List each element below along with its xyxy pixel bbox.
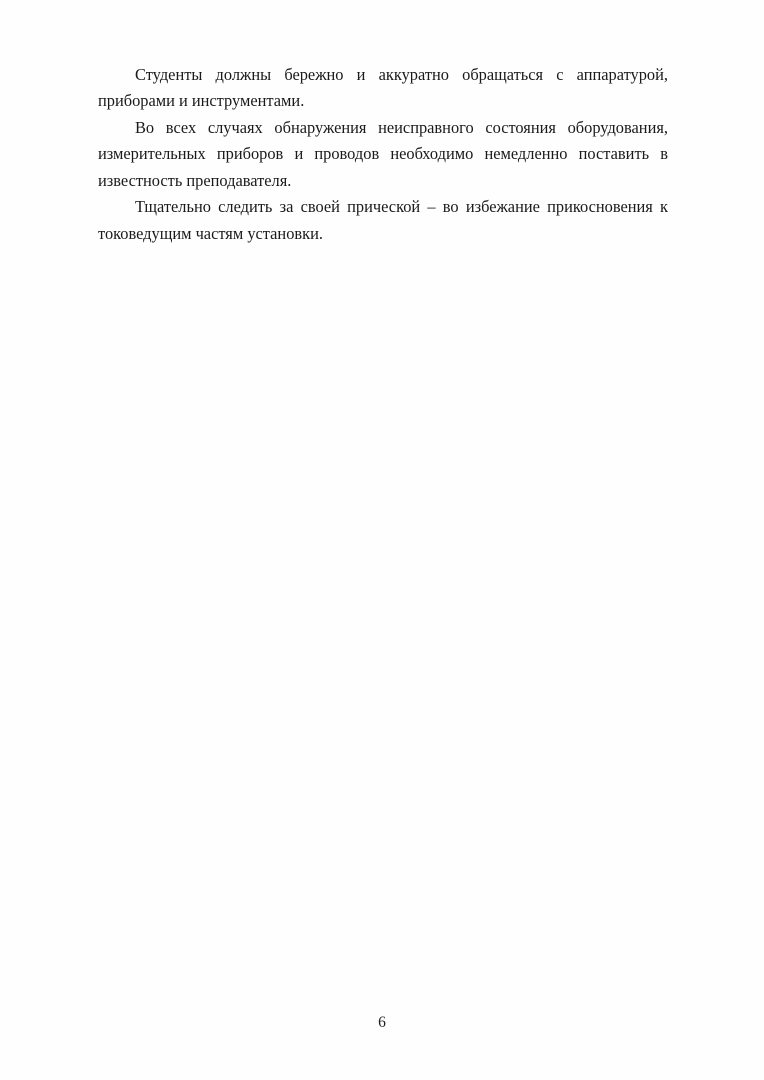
page-body-text	[98, 62, 668, 247]
paragraph: Тщательно следить за своей прической – во избежание прикосновения к токоведущим частям установки.	[98, 197, 668, 243]
paragraph: Студенты должны бережно и аккуратно обращаться с аппаратурой, приборами и инструментами.	[98, 65, 668, 111]
paragraph: Во всех случаях обнаружения неисправного состояния оборудования, измерительных приборов и проводов необходимо немедленно поставить в известность преподавателя.	[98, 118, 668, 190]
page-number: 6	[378, 1014, 386, 1031]
